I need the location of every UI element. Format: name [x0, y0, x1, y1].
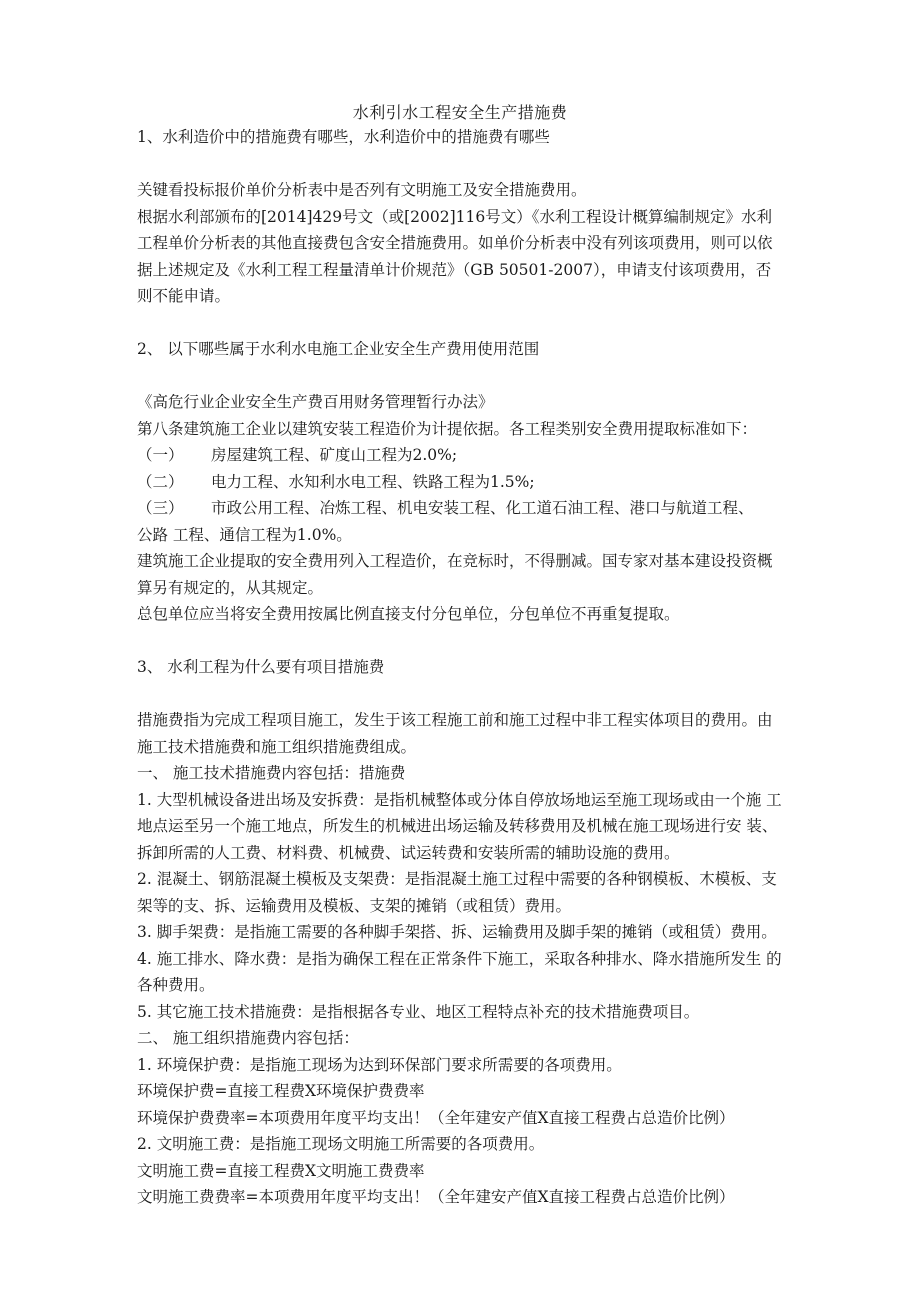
- document-body: [137, 124, 785, 1211]
- section-1-heading: 1、水利造价中的措施费有哪些，水利造价中的措施费有哪些: [137, 128, 550, 146]
- tech-measure-item: 2. 混凝土、钢筋混凝土模板及支架费：是指混凝土施工过程中需要的各种钢模板、木模板、支架等的支、拆、运输费用及模板、支架的摊销（或租赁）费用。: [137, 870, 777, 915]
- spacer: [137, 151, 785, 178]
- org-measure-formula: 环境保护费=直接工程费X环境保护费费率: [137, 1082, 425, 1100]
- section-2-paragraph: 建筑施工企业提取的安全费用列入工程造价，在竞标时，不得删减。国专家对基本建设投资概算另有规定的，从其规定。: [137, 552, 773, 597]
- org-measure-item: 1. 环境保护费：是指施工现场为达到环保部门要求所需要的各项费用。: [137, 1055, 622, 1074]
- section-1-paragraph: 根据水利部颁布的[2014]429号文（或[2002]116号文）《水利工程设计概算编制规定》水利工程单价分析表的其他直接费包含安全措施费用。如单价分析表中没有列该项费用，则可以依据上述规定及《水利工程工程量清单计价规范》（GB 50501-2007），申请支付该项费用，否则不能申请。: [137, 207, 773, 305]
- org-measure-formula: 文明施工费费率=本项费用年度平均支出！（全年建安产值X直接工程费占总造价比例）: [137, 1188, 735, 1206]
- spacer: [137, 681, 785, 708]
- org-measures-heading: 二、 施工组织措施费内容包括：: [137, 1029, 359, 1047]
- rate-item-label: （三）: [137, 499, 184, 517]
- rate-item: [137, 442, 785, 469]
- document-title: 水利引水工程安全生产措施费: [352, 103, 568, 122]
- section-2-paragraph: 总包单位应当将安全费用按属比例直接支付分包单位，分包单位不再重复提取。: [137, 605, 680, 623]
- rate-item-label: （一）: [137, 446, 184, 464]
- org-measure-formula: 环境保护费费率=本项费用年度平均支出！（全年建安产值X直接工程费占总造价比例）: [137, 1108, 735, 1127]
- org-measure-formula: 文明施工费=直接工程费X文明施工费费率: [137, 1161, 425, 1180]
- section-1-paragraph: 关键看投标报价单价分析表中是否列有文明施工及安全措施费用。: [137, 181, 587, 199]
- rate-item: [137, 495, 785, 522]
- rate-item-text: 房屋建筑工程、矿度山工程为2.0%;: [211, 446, 458, 464]
- rate-item-continuation: 公路 工程、通信工程为1.0%。: [137, 525, 352, 544]
- spacer: [137, 628, 785, 655]
- spacer: [137, 363, 785, 390]
- section-2-intro: 第八条建筑施工企业以建筑安装工程造价为计提依据。各工程类别安全费用提取标准如下：: [137, 419, 758, 438]
- rate-item-text: 电力工程、水知利水电工程、铁路工程为1.5%;: [211, 472, 535, 491]
- tech-measure-item: 5. 其它施工技术措施费：是指根据各专业、地区工程特点补充的技术措施费项目。: [137, 1002, 700, 1021]
- spacer: [137, 310, 785, 337]
- rate-item: [137, 469, 785, 496]
- section-2-heading: 2、 以下哪些属于水利水电施工企业安全生产费用使用范围: [137, 340, 540, 358]
- tech-measure-item: 3. 脚手架费：是指施工需要的各种脚手架搭、拆、运输费用及脚手架的摊销（或租赁）费用。: [137, 923, 777, 941]
- org-measure-item: 2. 文明施工费：是指施工现场文明施工所需要的各项费用。: [137, 1135, 545, 1153]
- section-3-heading: 3、 水利工程为什么要有项目措施费: [137, 658, 385, 676]
- section-2-source: 《高危行业企业安全生产费百用财务管理暂行办法》: [137, 393, 494, 411]
- tech-measure-item: 1. 大型机械设备进出场及安拆费：是指机械整体或分体自停放场地运至施工现场或由一个施 工地点运至另一个施工地点，所发生的机械进出场运输及转移费用及机械在施工现场进行安 装、拆卸所需的人工费、材料费、机械费、试运转费和安装所需的辅助设施的费用。: [137, 790, 782, 862]
- section-3-intro: 措施费指为完成工程项目施工，发生于该工程施工前和施工过程中非工程实体项目的费用。由施工技术措施费和施工组织措施费组成。: [137, 711, 773, 756]
- tech-measure-item: 4. 施工排水、降水费：是指为确保工程在正常条件下施工，采取各种排水、降水措施所发生 的各种费用。: [137, 949, 782, 994]
- tech-measures-heading: 一、 施工技术措施费内容包括：措施费: [137, 764, 406, 782]
- rate-item-text: 市政公用工程、冶炼工程、机电安装工程、化工道石油工程、港口与航道工程、: [211, 499, 754, 517]
- rate-item-label: （二）: [137, 472, 184, 491]
